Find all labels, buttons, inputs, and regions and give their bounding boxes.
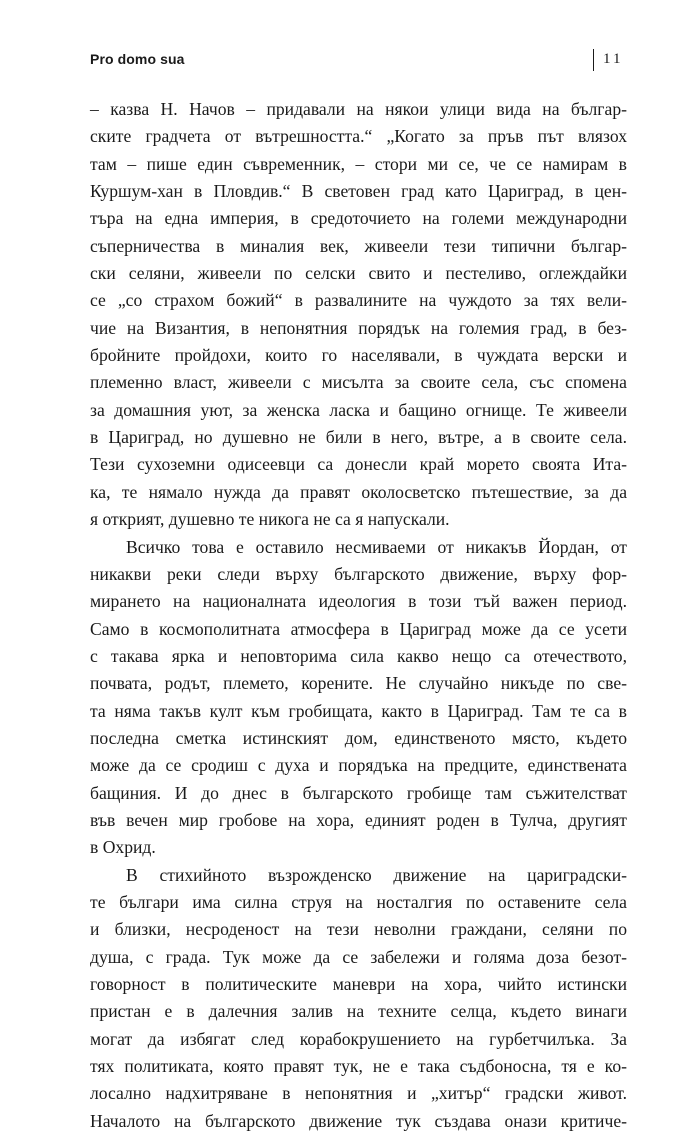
text-line: пристан е в далечния залив на техните селца, където винаги <box>90 1001 627 1022</box>
text-line: та няма такъв култ към гробищата, както в Цариград. Там те са в <box>90 700 627 721</box>
text-line: могат да избягат след корабокрушението на гурбетчилъка. За <box>90 1028 627 1049</box>
text-line: търа на една империя, в средоточието на големи международни <box>90 208 627 229</box>
text-line: Началото на българското движение тук създава онази критиче- <box>90 1110 627 1131</box>
text-line: племенно власт, живеели с мисълта за своите села, със спомена <box>90 372 627 393</box>
text-line: говорност в политическите маневри на хора, чийто истински <box>90 974 627 994</box>
body-text <box>90 96 627 1135</box>
text-line: Всичко това е оставило несмиваеми от никакъв Йордан, от <box>126 536 627 557</box>
text-line: съперничества в миналия век, живеели тези типични българ- <box>90 235 627 256</box>
text-line: с такава ярка и неповторима сила какво нещо са отечеството, <box>90 645 627 666</box>
text-line: в Цариград, но душевно не били в него, вътре, а в своите села. <box>90 427 627 448</box>
text-line: за домашния уют, за женска ласка и бащино огнище. Те живеели <box>90 399 627 420</box>
text-line: душа, с града. Тук може да се забележи и голяма доза безот- <box>90 946 627 967</box>
text-line: бройните пройдохи, които го населявали, в чуждата верски и <box>90 345 627 366</box>
page-header <box>90 51 630 75</box>
text-line: мирането на националната идеология в този тъй важен период. <box>90 591 627 612</box>
page-number: 11 <box>603 51 624 67</box>
text-line: във вечен мир гробове на хора, единият роден в Тулча, другият <box>90 809 627 830</box>
text-line: Само в космополитната атмосфера в Цариград може да се усети <box>90 618 627 639</box>
running-title: Pro domo sua <box>90 51 185 67</box>
text-line: може да се сродиш с духа и порядъка на предците, единствената <box>90 755 627 776</box>
text-line: тях политиката, която правят тук, не е така съдбоносна, тя е ко- <box>90 1056 627 1077</box>
text-line: чие на Византия, в непонятния порядък на големия град, в без- <box>90 317 627 338</box>
text-line: Куршум-хан в Пловдив.“ В световен град като Цариград, в цен- <box>90 181 627 202</box>
text-line: Тези сухоземни одисеевци са донесли край морето своята Ита- <box>90 454 627 475</box>
text-line: В стихийното възрожденско движение на цариградски- <box>126 864 627 885</box>
text-line: последна сметка истинският дом, единственото място, където <box>90 727 627 748</box>
text-line: там – пише един съвременник, – стори ми се, че се намирам в <box>90 153 627 174</box>
text-line: ка, те нямало нужда да правят околосветско пътешествие, за да <box>90 481 627 502</box>
text-line: ските градчета от вътрешността.“ „Когато за пръв път влязох <box>90 126 627 147</box>
text-line: и близки, несроденост на тези неволни граждани, селяни по <box>90 919 627 940</box>
text-line: почвата, родът, племето, корените. Не случайно никъде по све- <box>90 673 627 694</box>
text-line: никакви реки следи върху българското движение, върху фор- <box>90 563 627 584</box>
text-line: те българи има силна струя на носталгия по оставените села <box>90 891 627 912</box>
header-divider <box>593 49 594 71</box>
text-line: я открият, душевно те никога не са я напускали. <box>90 509 450 530</box>
text-line: бащиния. И до днес в българското гробище там съжителстват <box>90 782 627 803</box>
text-line: лосално надхитряване в непонятния и „хитър“ градски живот. <box>90 1083 627 1104</box>
text-line: се „со страхом божий“ в развалините на чуждото за тях вели- <box>90 290 627 311</box>
text-line: – казва Н. Начов – придавали на някои улици вида на българ- <box>90 99 627 119</box>
text-line: в Охрид. <box>90 837 156 858</box>
text-line: ски селяни, живеели по селски свито и пестеливо, оглеждайки <box>90 263 627 284</box>
